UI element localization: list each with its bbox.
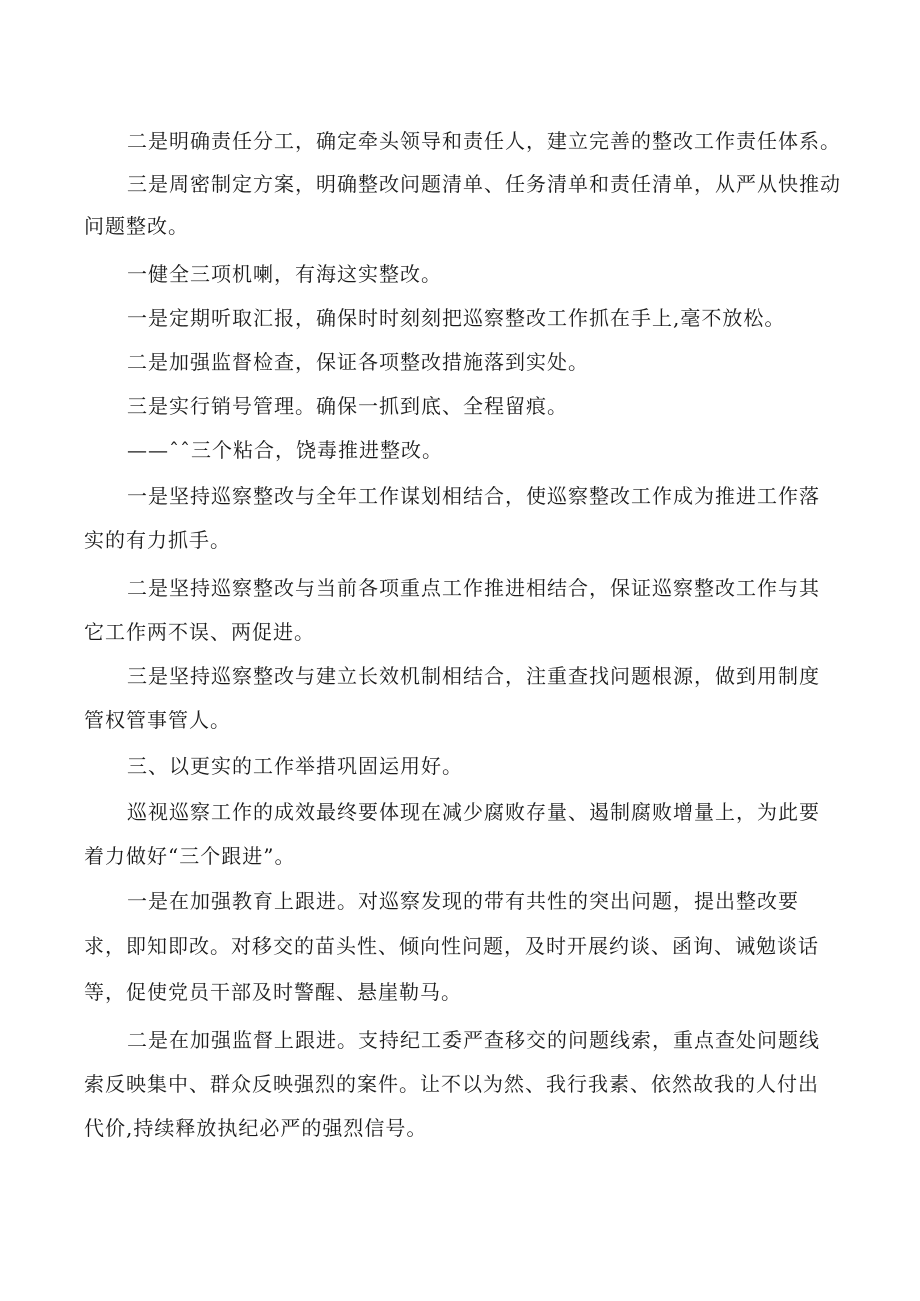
text-line: 一是坚持巡察整改与全年工作谋划相结合，使巡察整改工作成为推进工作落 [127, 484, 820, 508]
text-line: 一是定期听取汇报，确保时时刻刻把巡察整改工作抓在手上,毫不放松。 [127, 306, 786, 330]
text-line: 三是实行销号管理。确保一抓到底、全程留痕。 [127, 394, 568, 418]
text-line: 二是在加强监督上跟进。支持纪工委严查移交的问题线索，重点查处问题线 [127, 1028, 820, 1052]
text-line: 着力做好“三个跟进”。 [84, 844, 296, 868]
text-line: 三是坚持巡察整改与建立长效机制相结合，注重查找问题根源，做到用制度 [127, 664, 820, 688]
text-line: 实的有力抓手。 [84, 528, 231, 552]
text-line: 它工作两不误、两促进。 [84, 620, 315, 644]
text-line: 三是周密制定方案，明确整改问题清单、任务清单和责任清单，从严从快推动 [127, 172, 841, 196]
text-line: ——ˆˆ三个粘合，饶毒推进整改。 [127, 438, 443, 462]
text-line: 一健全三项机喇，有海这实整改。 [127, 262, 442, 286]
text-line: 问题整改。 [84, 214, 189, 238]
text-line: 管权管事管人。 [84, 708, 231, 732]
section-heading: 三、以更实的工作举措巩固运用好。 [127, 754, 463, 778]
text-line: 二是坚持巡察整改与当前各项重点工作推进相结合，保证巡察整改工作与其 [127, 576, 820, 600]
text-line: 等，促使党员干部及时警醒、悬崖勒马。 [84, 980, 462, 1004]
text-line: 一是在加强教育上跟进。对巡察发现的带有共性的突出问题，提出整改要 [127, 889, 799, 913]
text-line: 二是明确责任分工，确定牵头领导和责任人，建立完善的整改工作责任体系。 [127, 129, 841, 153]
text-line: 巡视巡察工作的成效最终要体现在减少腐败存量、遏制腐败增量上，为此要 [127, 800, 820, 824]
text-line: 求，即知即改。对移交的苗头性、倾向性问题，及时开展约谈、函询、诫勉谈话 [84, 934, 819, 958]
text-line: 索反映集中、群众反映强烈的案件。让不以为然、我行我素、依然故我的人付出 [84, 1072, 819, 1096]
text-line: 二是加强监督检查，保证各项整改措施落到实处。 [127, 350, 589, 374]
text-line: 代价,持续释放执纪必严的强烈信号。 [84, 1116, 428, 1140]
